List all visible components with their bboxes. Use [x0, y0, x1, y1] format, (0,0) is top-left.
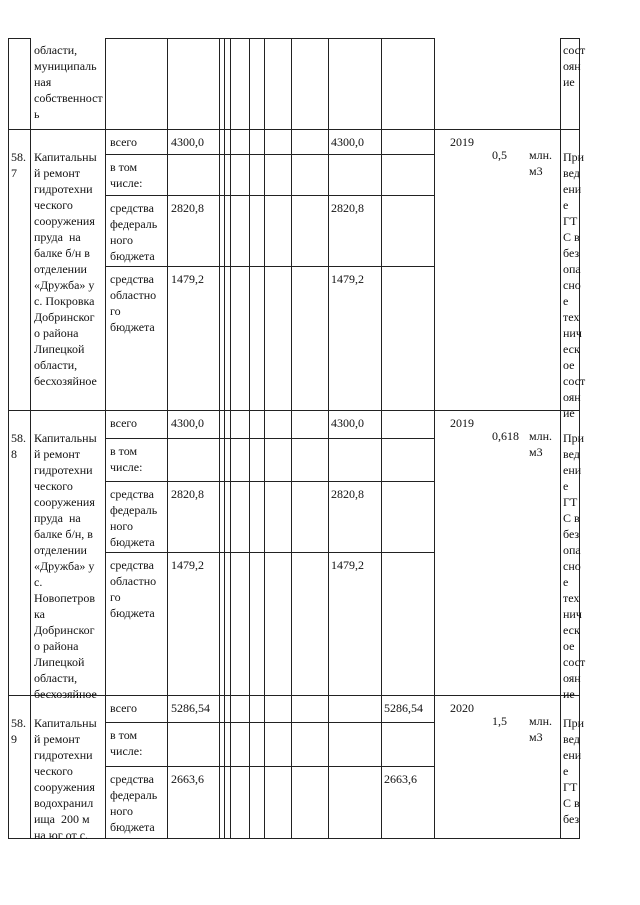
object-name-line: области, [34, 358, 78, 372]
subrow-rule [105, 722, 435, 723]
result-text-line: При [563, 150, 585, 164]
year-cell: 2020 [450, 701, 474, 715]
unit-cell: м3 [529, 730, 543, 744]
subrow-rule [105, 438, 435, 439]
result-text-line: нич [563, 326, 582, 340]
subrow-rule [105, 552, 435, 553]
object-name-line: й ремонт [34, 447, 81, 461]
object-name-line: собственност [34, 91, 103, 105]
unit-cell: млн. [529, 429, 553, 443]
row-number: 9 [11, 732, 17, 746]
object-name-line: гидротехни [34, 748, 93, 762]
object-name-line: ческого [34, 479, 73, 493]
object-name-line: о района [34, 639, 79, 653]
unit-cell: м3 [529, 164, 543, 178]
row-number: 7 [11, 166, 17, 180]
object-name-line: Капитальны [34, 431, 97, 445]
funding-source-label: средства [110, 558, 155, 572]
object-name-line: гидротехни [34, 182, 93, 196]
section-rule [8, 129, 580, 130]
column-rule [560, 38, 561, 838]
table-top-rule [105, 38, 435, 39]
amount-2019: 2820,8 [331, 201, 364, 215]
total-amount: 4300,0 [171, 416, 204, 430]
row-number: 8 [11, 447, 17, 461]
result-text-line: ГТ [563, 495, 578, 509]
object-name-line: Добринског [34, 310, 95, 324]
capacity-cell: 0,618 [492, 429, 519, 443]
object-name-line: пруда на [34, 511, 81, 525]
funding-source-label: областно [110, 574, 157, 588]
object-name-line: гидротехни [34, 463, 93, 477]
object-name-line: пруда на [34, 230, 81, 244]
unit-cell: м3 [529, 445, 543, 459]
object-name-line: Капитальны [34, 716, 97, 730]
object-name-line: балке б/н в [34, 246, 90, 260]
result-text-line: е [563, 479, 569, 493]
result-text-line: С в [563, 796, 580, 810]
funding-source-label: ного [110, 233, 134, 247]
table-bottom-rule [8, 838, 580, 839]
result-text-line: сно [563, 559, 581, 573]
result-text-line: ие [563, 406, 575, 420]
object-name-line: Новопетров [34, 591, 96, 605]
result-text-line: нич [563, 607, 582, 621]
object-name-line: ная [34, 75, 52, 89]
funding-source-label: бюджета [110, 535, 155, 549]
funding-source-label: числе: [110, 176, 143, 190]
result-text-line: ГТ [563, 780, 578, 794]
result-text-line: ое [563, 358, 575, 372]
row-number: 58. [11, 150, 26, 164]
funding-source-label: числе: [110, 460, 143, 474]
column-rule [30, 38, 31, 838]
total-amount: 2820,8 [171, 487, 204, 501]
object-name-line: сооружения [34, 495, 95, 509]
result-text-line: без [563, 812, 580, 826]
column-rule [8, 38, 9, 838]
object-name-line: Добринског [34, 623, 95, 637]
object-name-line: ка [34, 607, 45, 621]
funding-source-label: в том [110, 160, 138, 174]
total-amount: 1479,2 [171, 558, 204, 572]
funding-source-label: числе: [110, 744, 143, 758]
object-name-line: водохранил [34, 796, 94, 810]
year-cell: 2019 [450, 416, 474, 430]
result-text-line: оян [563, 671, 581, 685]
subrow-rule [105, 481, 435, 482]
result-text-line: еск [563, 342, 580, 356]
total-amount: 2820,8 [171, 201, 204, 215]
funding-source-label: средства [110, 201, 155, 215]
object-name-line: й ремонт [34, 166, 81, 180]
total-amount: 4300,0 [171, 135, 204, 149]
result-text-line: ие [563, 687, 575, 701]
funding-source-label: бюджета [110, 606, 155, 620]
funding-source-label: го [110, 590, 121, 604]
amount-2019: 4300,0 [331, 135, 364, 149]
result-text-line: оян [563, 390, 581, 404]
result-text-line: е [563, 764, 569, 778]
object-name-line: Липецкой [34, 655, 85, 669]
funding-source-label: бюджета [110, 820, 155, 834]
table-top-rule [560, 38, 580, 39]
row-number: 58. [11, 431, 26, 445]
object-name-line: Липецкой [34, 342, 85, 356]
object-name-line: ь [34, 107, 40, 121]
result-text-line: тех [563, 591, 580, 605]
result-text-line: еск [563, 623, 580, 637]
object-name-line: муниципаль [34, 59, 97, 73]
subrow-rule [105, 195, 435, 196]
funding-source-label: ного [110, 519, 134, 533]
result-text-line: без [563, 246, 580, 260]
amount-2020: 2663,6 [384, 772, 417, 786]
result-text-line: ГТ [563, 214, 578, 228]
funding-source-label: средства [110, 487, 155, 501]
result-text-line: вед [563, 447, 580, 461]
object-name-line: области, [34, 43, 78, 57]
amount-2019: 1479,2 [331, 272, 364, 286]
result-text-line: ени [563, 748, 582, 762]
year-cell: 2019 [450, 135, 474, 149]
amount-2019: 2820,8 [331, 487, 364, 501]
object-name-line: «Дружба» у [34, 278, 95, 292]
result-text-line: сост [563, 374, 586, 388]
object-name-line: о района [34, 326, 79, 340]
capacity-cell: 1,5 [492, 714, 507, 728]
object-name-line: с. Покровка [34, 294, 95, 308]
table-top-rule [8, 38, 31, 39]
subrow-rule [105, 266, 435, 267]
unit-cell: млн. [529, 714, 553, 728]
section-rule [8, 410, 580, 411]
funding-source-label: всего [110, 701, 138, 715]
total-amount: 2663,6 [171, 772, 204, 786]
amount-2019: 4300,0 [331, 416, 364, 430]
object-name-line: Капитальны [34, 150, 97, 164]
result-text-line: без [563, 527, 580, 541]
amount-2020: 5286,54 [384, 701, 423, 715]
funding-source-label: всего [110, 416, 138, 430]
object-name-line: балке б/н, в [34, 527, 93, 541]
object-name-line: бесхозяйное [34, 687, 97, 701]
result-text-line: С в [563, 230, 580, 244]
result-text-line: оян [563, 59, 581, 73]
result-text-line: вед [563, 732, 580, 746]
result-text-line: С в [563, 511, 580, 525]
result-text-line: ое [563, 639, 575, 653]
funding-source-label: федераль [110, 788, 158, 802]
funding-source-label: в том [110, 728, 138, 742]
object-name-line: ческого [34, 764, 73, 778]
total-amount: 5286,54 [171, 701, 210, 715]
row-number: 58. [11, 716, 26, 730]
capacity-cell: 0,5 [492, 148, 507, 162]
object-name-line: области, [34, 671, 78, 685]
result-text-line: е [563, 294, 569, 308]
total-amount: 1479,2 [171, 272, 204, 286]
result-text-line: е [563, 575, 569, 589]
object-name-line: сооружения [34, 780, 95, 794]
funding-source-label: ного [110, 804, 134, 818]
unit-cell: млн. [529, 148, 553, 162]
subrow-rule [105, 766, 435, 767]
funding-source-label: областно [110, 288, 157, 302]
funding-source-label: федераль [110, 503, 158, 517]
result-text-line: ие [563, 75, 575, 89]
object-name-line: отделении [34, 262, 87, 276]
result-text-line: ени [563, 182, 582, 196]
result-text-line: вед [563, 166, 580, 180]
funding-source-label: средства [110, 772, 155, 786]
funding-source-label: средства [110, 272, 155, 286]
result-text-line: сост [563, 655, 586, 669]
subrow-rule [105, 154, 435, 155]
funding-source-label: бюджета [110, 320, 155, 334]
object-name-line: сооружения [34, 214, 95, 228]
funding-source-label: бюджета [110, 249, 155, 263]
result-text-line: ени [563, 463, 582, 477]
funding-source-label: всего [110, 135, 138, 149]
result-text-line: е [563, 198, 569, 212]
result-text-line: опа [563, 543, 581, 557]
object-name-line: й ремонт [34, 732, 81, 746]
object-name-line: бесхозяйное [34, 374, 97, 388]
funding-source-label: в том [110, 444, 138, 458]
result-text-line: опа [563, 262, 581, 276]
result-text-line: При [563, 716, 585, 730]
result-text-line: сно [563, 278, 581, 292]
funding-source-label: федераль [110, 217, 158, 231]
object-name-line: ища 200 м [34, 812, 90, 826]
object-name-line: отделении [34, 543, 87, 557]
object-name-line: «Дружба» у [34, 559, 95, 573]
amount-2019: 1479,2 [331, 558, 364, 572]
object-name-line: ческого [34, 198, 73, 212]
result-text-line: сост [563, 43, 586, 57]
funding-source-label: го [110, 304, 121, 318]
result-text-line: При [563, 431, 585, 445]
object-name-line: с. [34, 575, 43, 589]
result-text-line: тех [563, 310, 580, 324]
object-name-line: на юг от с. [34, 828, 89, 842]
